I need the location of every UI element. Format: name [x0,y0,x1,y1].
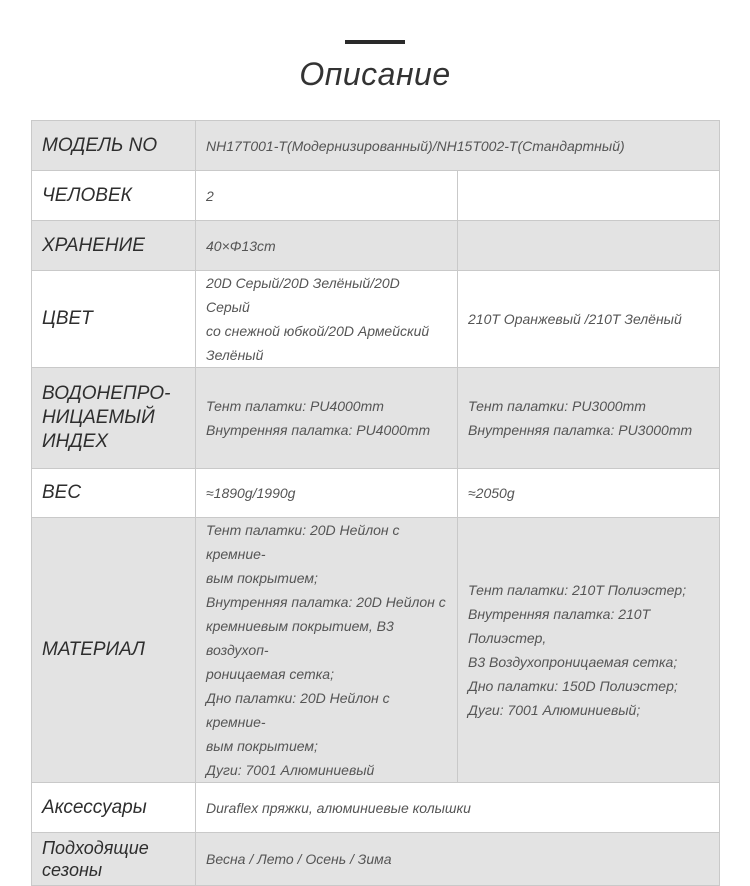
row-value-empty [458,171,720,221]
row-value-standard: ≈1890g/1990g [196,469,458,518]
row-material [32,518,720,783]
row-persons [32,171,720,221]
row-value-upgraded: ≈2050g [458,469,720,518]
row-label: МАТЕРИАЛ [32,518,196,783]
row-label: ЦВЕТ [32,271,196,368]
row-color [32,271,720,368]
row-weight [32,469,720,518]
row-value-empty [458,221,720,271]
spec-table [31,120,720,886]
row-value-upgraded: 210T Оранжевый /210T Зелёный [458,271,720,368]
row-value-upgraded: Тент палатки: 210T Полиэстер; Внутренняя палатка: 210T Полиэстер, B3 Воздухопроницаемая сетка; Дно палатки: 150D Полиэстер; Дуги: 7001 Алюминиевый; [458,518,720,783]
row-value-upgraded: Тент палатки: PU3000mm Внутренняя палатка: PU3000mm [458,368,720,469]
row-label: ХРАНЕНИЕ [32,221,196,271]
row-waterproof [32,368,720,469]
row-value: NH17T001-T(Модернизированный)/NH15T002-T(Стандартный) [196,121,720,171]
row-value: 40×Φ13cm [196,221,458,271]
row-label: ЧЕЛОВЕК [32,171,196,221]
page-title: Описание [299,56,451,92]
row-storage [32,221,720,271]
row-value-standard: Тент палатки: PU4000mm Внутренняя палатка: PU4000mm [196,368,458,469]
row-value: 2 [196,171,458,221]
row-value: Duraflex пряжки, алюминиевые колышки [196,783,720,833]
row-label: Подходящие сезоны [32,833,196,886]
title-divider [345,40,405,44]
row-label: ВЕС [32,469,196,518]
row-value-standard: Тент палатки: 20D Нейлон с кремние- вым покрытием; Внутренняя палатка: 20D Нейлон с кремниевым покрытием, B3 воздухоп- роницаемая сетка; Дно палатки: 20D Нейлон с кремние- вым покрытием; Дуги: 7001 Алюминиевый [196,518,458,783]
row-model [32,121,720,171]
row-label: Аксессуары [32,783,196,833]
row-value-standard: 20D Серый/20D Зелёный/20D Серый со снежной юбкой/20D Армейский Зелёный [196,271,458,368]
row-label: ВОДОНЕПРО- НИЦАЕМЫЙ ИНДЕХ [32,368,196,469]
row-accessories [32,783,720,833]
row-value: Весна / Лето / Осень / Зима [196,833,720,886]
row-seasons [32,833,720,886]
row-label: МОДЕЛЬ NO [32,121,196,171]
